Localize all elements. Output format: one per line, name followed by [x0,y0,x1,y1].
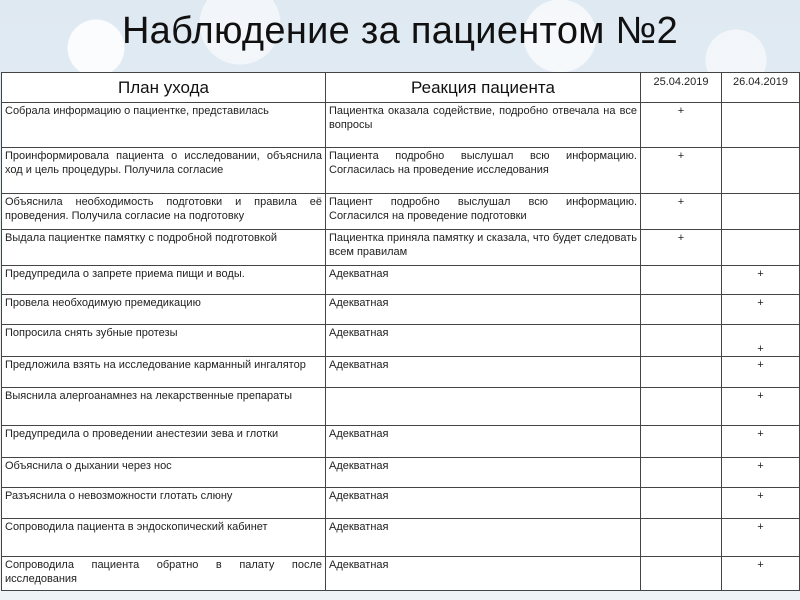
table-row [2,148,800,194]
table-row [2,357,800,388]
reaction-cell: Пациент подробно выслушал всю информацию. Согласился на проведение подготовки [326,194,641,230]
reaction-cell: Адекватная [326,458,641,488]
date1-mark: + [641,148,722,194]
date1-mark [641,295,722,325]
date1-mark: + [641,103,722,148]
date2-mark: + [722,426,800,458]
date1-mark [641,388,722,426]
plan-cell: Проинформировала пациента о исследовании, объяснила ход и цель процедуры. Получила согласие [2,148,326,194]
table-row [2,388,800,426]
reaction-cell [326,388,641,426]
reaction-cell: Пациентка оказала содействие, подробно отвечала на все вопросы [326,103,641,148]
table-row [2,266,800,295]
plan-cell: Сопроводила пациента обратно в палату после исследования [2,557,326,591]
date2-mark: + [722,266,800,295]
reaction-cell: Адекватная [326,357,641,388]
date2-mark [722,194,800,230]
date1-mark [641,426,722,458]
date2-mark: + [722,488,800,519]
table-row [2,230,800,266]
header-reaction: Реакция пациента [326,73,641,103]
plan-cell: Выдала пациентке памятку с подробной подготовкой [2,230,326,266]
date1-mark [641,519,722,557]
reaction-cell: Адекватная [326,325,641,357]
table-row [2,458,800,488]
date2-mark: + [722,519,800,557]
date2-mark [722,148,800,194]
table-row [2,295,800,325]
reaction-cell: Пациента подробно выслушал всю информацию. Согласилась на проведение исследования [326,148,641,194]
date1-mark: + [641,230,722,266]
plan-cell: Сопроводила пациента в эндоскопический кабинет [2,519,326,557]
header-plan: План ухода [2,73,326,103]
table-row [2,557,800,591]
date1-mark [641,557,722,591]
care-plan-table [1,72,800,591]
table-row [2,519,800,557]
plan-cell: Попросила снять зубные протезы [2,325,326,357]
plan-cell: Объяснила о дыхании через нос [2,458,326,488]
reaction-cell: Адекватная [326,557,641,591]
plan-cell: Провела необходимую премедикацию [2,295,326,325]
table-row [2,488,800,519]
plan-cell: Объяснила необходимость подготовки и правила её проведения. Получила согласие на подготовку [2,194,326,230]
reaction-cell: Пациентка приняла памятку и сказала, что будет следовать всем правилам [326,230,641,266]
reaction-cell: Адекватная [326,266,641,295]
plan-cell: Разъяснила о невозможности глотать слюну [2,488,326,519]
table-row [2,103,800,148]
plan-cell: Собрала информацию о пациентке, представилась [2,103,326,148]
date2-mark: + [722,357,800,388]
reaction-cell: Адекватная [326,295,641,325]
date2-mark [722,230,800,266]
date1-mark [641,458,722,488]
date2-mark: + [722,388,800,426]
date1-mark [641,325,722,357]
table-row [2,194,800,230]
date1-mark: + [641,194,722,230]
date2-mark: + [722,557,800,591]
plan-cell: Предложила взять на исследование карманный ингалятор [2,357,326,388]
table-row [2,426,800,458]
reaction-cell: Адекватная [326,488,641,519]
date1-mark [641,488,722,519]
date1-mark [641,266,722,295]
plan-cell: Выяснила алергоанамнез на лекарственные препараты [2,388,326,426]
header-date-1: 25.04.2019 [641,73,722,103]
date2-mark: + [722,325,800,357]
page-title: Наблюдение за пациентом №2 [121,10,679,52]
date2-mark [722,103,800,148]
plan-cell: Предупредила о проведении анестезии зева и глотки [2,426,326,458]
table-row [2,325,800,357]
plan-cell: Предупредила о запрете приема пищи и воды. [2,266,326,295]
reaction-cell: Адекватная [326,519,641,557]
header-date-2: 26.04.2019 [722,73,800,103]
date2-mark: + [722,458,800,488]
reaction-cell: Адекватная [326,426,641,458]
date1-mark [641,357,722,388]
date2-mark: + [722,295,800,325]
